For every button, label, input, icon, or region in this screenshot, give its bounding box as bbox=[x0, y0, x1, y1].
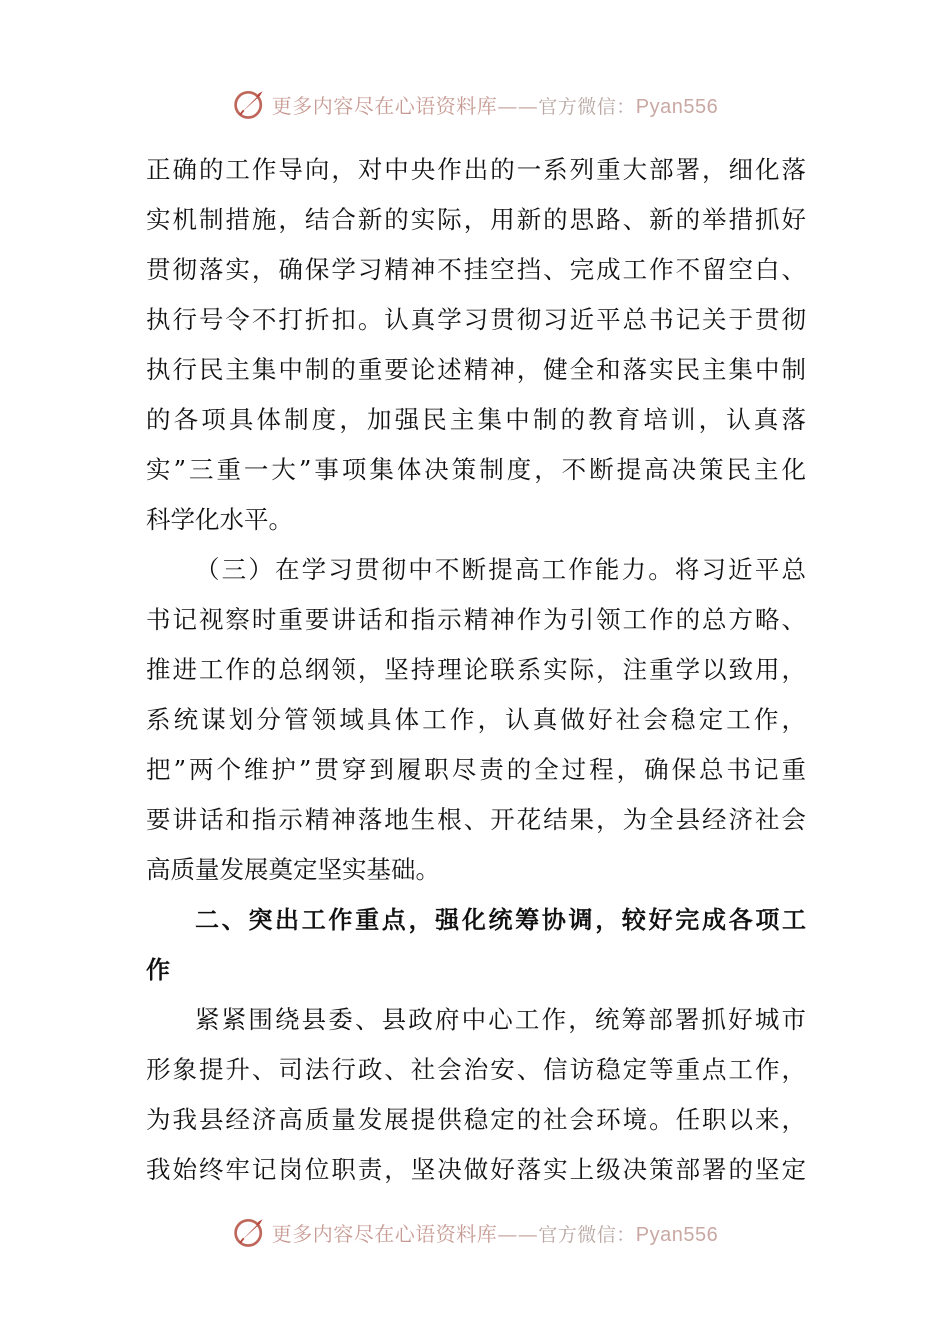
header-watermark bbox=[0, 84, 950, 124]
banner-brand-text: 更多内容尽在心语资料库 bbox=[271, 93, 498, 118]
text-line: 实”三重一大”事项集体决策制度，不断提高决策民主化 bbox=[146, 455, 806, 484]
text-line: 实机制措施，结合新的实际，用新的思路、新的举措抓好 bbox=[146, 205, 806, 234]
text-line: 执行号令不打折扣。认真学习贯彻习近平总书记关于贯彻 bbox=[146, 305, 806, 334]
banner-wechat-label: 官方微信： bbox=[538, 1223, 636, 1246]
text-line: 为我县经济高质量发展提供稳定的社会环境。任职以来， bbox=[146, 1105, 806, 1134]
text-line: 推进工作的总纲领，坚持理论联系实际，注重学以致用， bbox=[146, 655, 806, 684]
text-line: 高质量发展奠定坚实基础。 bbox=[146, 855, 440, 884]
document-body bbox=[146, 145, 806, 1195]
quill-logo-icon bbox=[232, 86, 268, 122]
text-line: （三）在学习贯彻中不断提高工作能力。将习近平总 bbox=[195, 555, 806, 584]
text-line: 执行民主集中制的重要论述精神，健全和落实民主集中制 bbox=[146, 355, 806, 384]
text-line: 我始终牢记岗位职责，坚决做好落实上级决策部署的坚定 bbox=[146, 1155, 806, 1184]
text-line: 紧紧围绕县委、县政府中心工作，统筹部署抓好城市 bbox=[195, 1005, 806, 1034]
text-line: 系统谋划分管领域具体工作，认真做好社会稳定工作， bbox=[146, 705, 806, 734]
text-line: 把”两个维护”贯穿到履职尽责的全过程，确保总书记重 bbox=[146, 755, 806, 784]
text-line: 贯彻落实，确保学习精神不挂空挡、完成工作不留空白、 bbox=[146, 255, 806, 284]
text-line: 的各项具体制度，加强民主集中制的教育培训，认真落 bbox=[146, 405, 806, 434]
text-line: 形象提升、司法行政、社会治安、信访稳定等重点工作， bbox=[146, 1055, 806, 1084]
banner-brand-text: 更多内容尽在心语资料库 bbox=[271, 1221, 498, 1246]
banner-dash: —— bbox=[497, 1221, 539, 1246]
text-line: 书记视察时重要讲话和指示精神作为引领工作的总方略、 bbox=[146, 605, 806, 634]
quill-logo-icon bbox=[232, 1214, 268, 1250]
section-heading: 二、突出工作重点，强化统筹协调，较好完成各项工 bbox=[195, 906, 806, 934]
text-line: 科学化水平。 bbox=[146, 505, 293, 534]
banner-dash: —— bbox=[497, 93, 539, 118]
banner-wechat-id: Pyan556 bbox=[635, 95, 719, 118]
section-heading-continued: 作 bbox=[146, 956, 170, 984]
text-line: 要讲话和指示精神落地生根、开花结果，为全县经济社会 bbox=[146, 805, 806, 834]
text-line: 正确的工作导向，对中央作出的一系列重大部署，细化落 bbox=[146, 155, 806, 184]
footer-watermark bbox=[0, 1212, 950, 1252]
banner-wechat-label: 官方微信： bbox=[538, 95, 636, 118]
banner-wechat-id: Pyan556 bbox=[635, 1223, 719, 1246]
